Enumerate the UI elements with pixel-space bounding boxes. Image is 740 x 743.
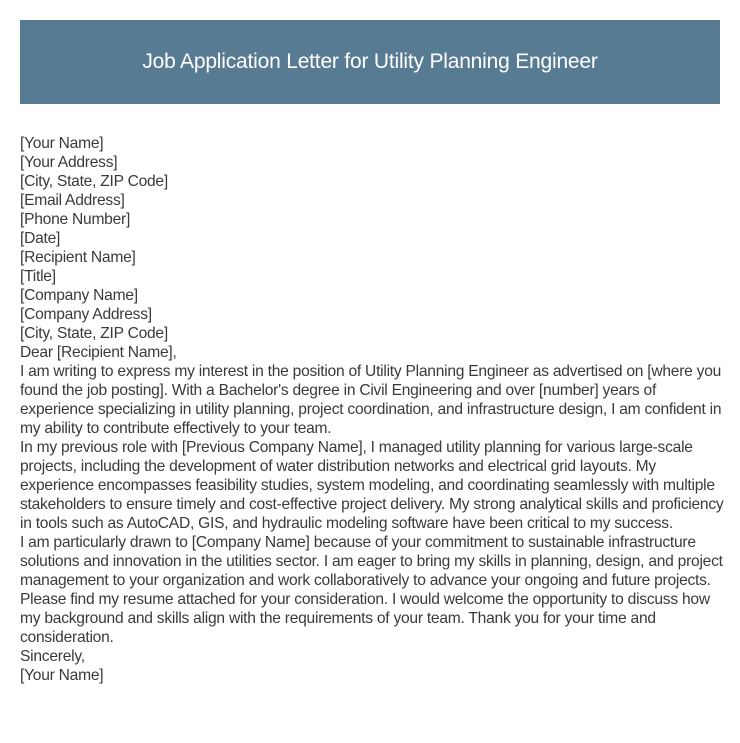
sender-city-state-zip: [City, State, ZIP Code] [20,173,168,190]
page-title: Job Application Letter for Utility Planning Engineer [142,50,598,73]
sender-email: [Email Address] [20,192,125,209]
salutation: Dear [Recipient Name], [20,344,177,361]
sender-name: [Your Name] [20,135,104,152]
sender-address: [Your Address] [20,154,118,171]
recipient-company-address: [Company Address] [20,306,152,323]
sender-phone: [Phone Number] [20,211,131,228]
paragraph-experience: In my previous role with [Previous Company Name], I managed utility planning for various large-scale projects, including the development of water distribution networks and electrical grid layouts. My experience encompasses feasibility studies, system modeling, and coordinating seamlessly with multiple stakeholders to ensure timely and cost-effective project delivery. My strong analytical skills and proficiency in tools such as AutoCAD, GIS, and hydraulic modeling software have been critical to my success. [20,439,724,532]
signature: [Your Name] [20,667,104,684]
recipient-title: [Title] [20,268,56,285]
closing: Sincerely, [20,648,85,665]
letter-body [20,134,724,685]
paragraph-closing: Please find my resume attached for your consideration. I would welcome the opportunity to discuss how my background and skills align with the requirements of your team. Thank you for your time and consideration. [20,591,710,646]
paragraph-intro: I am writing to express my interest in the position of Utility Planning Engineer as advertised on [where you found the job posting]. With a Bachelor's degree in Civil Engineering and over [number] years of experience specializing in utility planning, project coordination, and infrastructure design, I am confident in my ability to contribute effectively to your team. [20,363,722,437]
page-header [20,20,720,104]
recipient-city-state-zip: [City, State, ZIP Code] [20,325,168,342]
letter-date: [Date] [20,230,61,247]
paragraph-motivation: I am particularly drawn to [Company Name] because of your commitment to sustainable infrastructure solutions and innovation in the utilities sector. I am eager to bring my skills in planning, design, and project management to your organization and work collaboratively to advance your ongoing and future projects. [20,534,723,589]
recipient-company: [Company Name] [20,287,138,304]
recipient-name: [Recipient Name] [20,249,136,266]
